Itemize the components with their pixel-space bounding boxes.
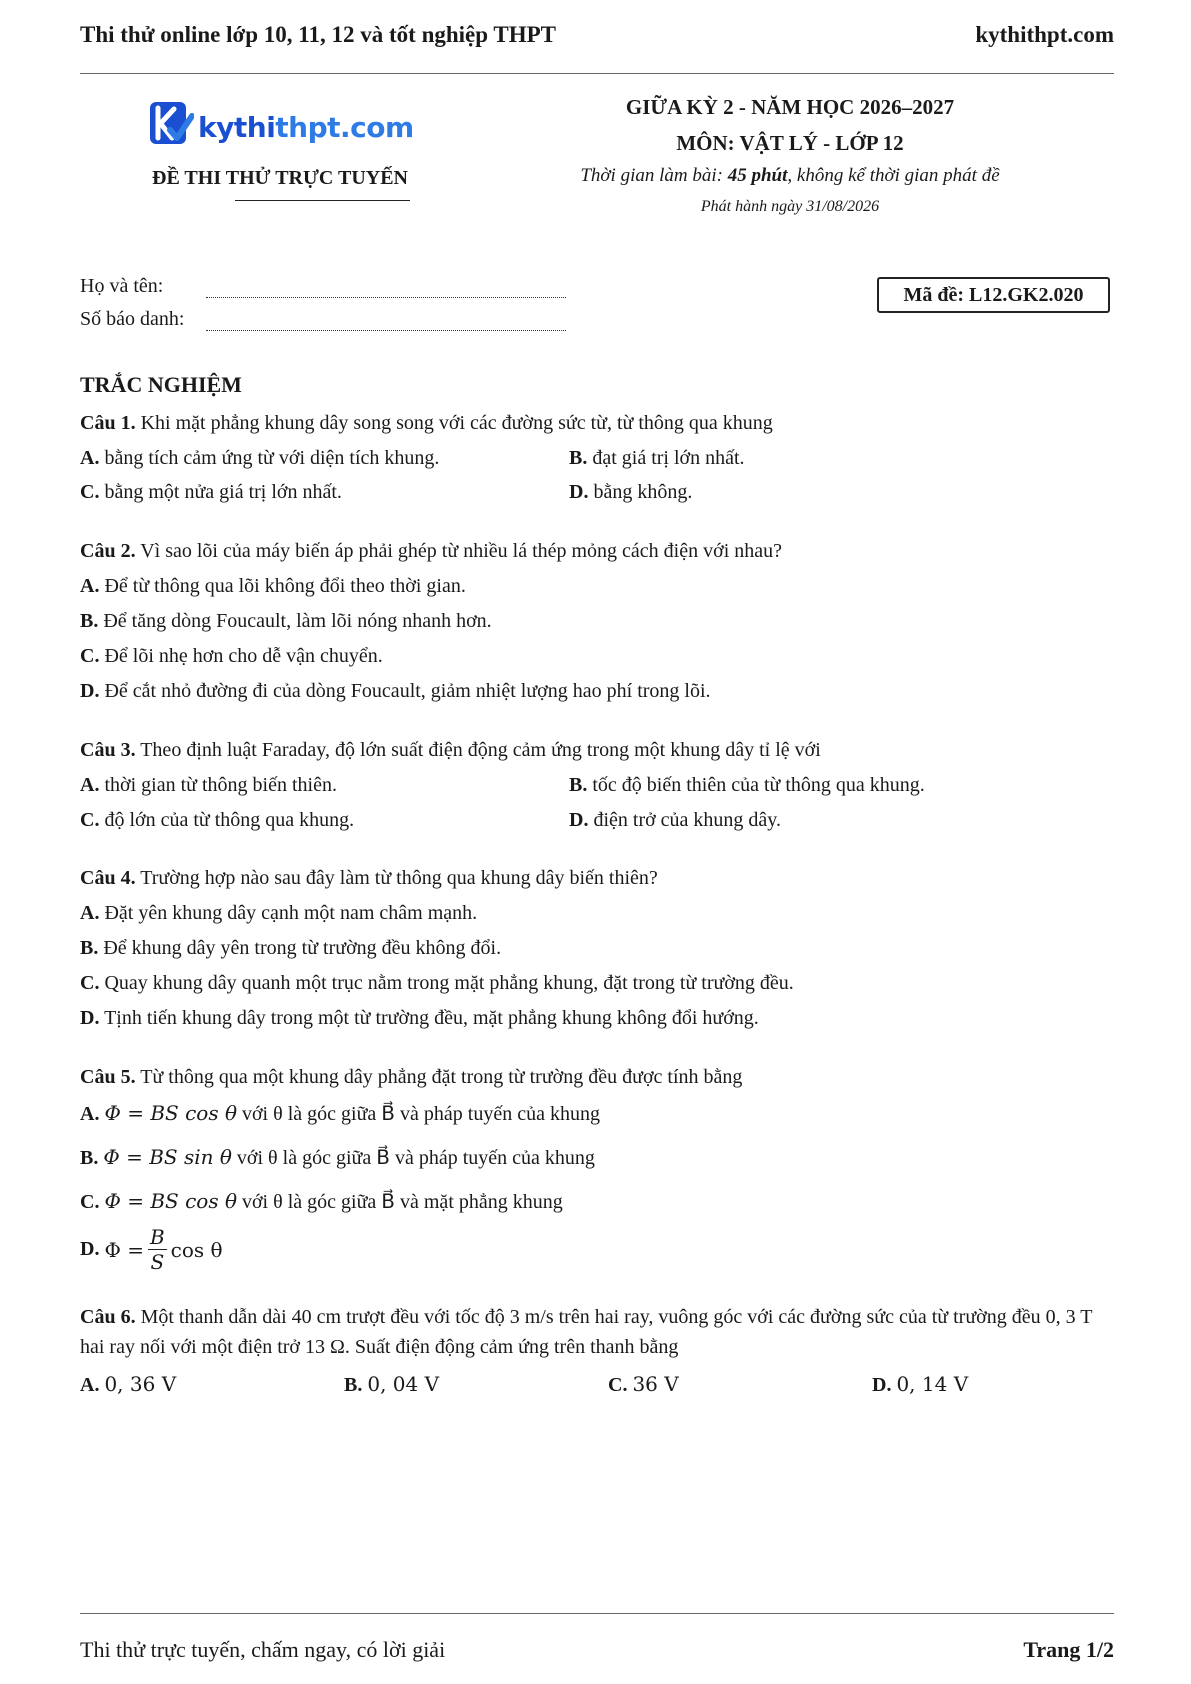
logo-block xyxy=(140,100,440,201)
name-field xyxy=(80,265,566,298)
name-label: Họ và tên: xyxy=(80,275,164,297)
formula: Φ = BS cos θ xyxy=(104,1189,237,1213)
option-5a: A. Φ = BS cos θ với θ là góc giữa B⃗ và pháp tuyến của khung xyxy=(80,1101,600,1125)
page-footer xyxy=(80,1637,1114,1663)
exam-heading xyxy=(560,95,1020,216)
question-5 xyxy=(80,1062,1114,1092)
option-3c: C. độ lớn của từ thông qua khung. xyxy=(80,809,355,831)
question-stem: Câu 1. Khi mặt phẳng khung dây song song với các đường sức từ, từ thông qua khung xyxy=(80,412,773,434)
option-4b: B. Để khung dây yên trong từ trường đều không đổi. xyxy=(80,937,502,959)
id-label: Số báo danh: xyxy=(80,308,185,330)
fraction: $\frac{B}{S}$ xyxy=(149,1225,165,1274)
question-6 xyxy=(80,1302,1114,1362)
exam-type-subtitle: ĐỀ THI THỬ TRỰC TUYẾN xyxy=(152,167,408,189)
option-2a: A. Để từ thông qua lõi không đổi theo thời gian. xyxy=(80,575,466,597)
exam-page xyxy=(80,0,1114,1684)
exam-duration: Thời gian làm bài: 45 phút, không kể thời gian phát đề xyxy=(580,165,1000,186)
question-stem: Câu 2. Vì sao lõi của máy biến áp phải ghép từ nhiều lá thép mỏng cách điện với nhau? xyxy=(80,540,783,562)
footer-tagline: Thi thử trực tuyến, chấm ngay, có lời giải xyxy=(80,1637,446,1662)
option-1b: B. đạt giá trị lớn nhất. xyxy=(569,447,745,469)
option-3b: B. tốc độ biến thiên của từ thông qua khung. xyxy=(569,774,925,796)
option-5c: C. Φ = BS cos θ với θ là góc giữa B⃗ và mặt phẳng khung xyxy=(80,1189,563,1213)
page-number: Trang 1/2 xyxy=(1023,1637,1114,1662)
exam-code-box: Mã đề: L12.GK2.020 xyxy=(877,277,1110,313)
header-divider xyxy=(80,73,1114,74)
option-6c: C. 36 V xyxy=(608,1372,679,1396)
footer-divider xyxy=(80,1613,1114,1614)
question-4 xyxy=(80,863,1114,893)
question-stem: Câu 3. Theo định luật Faraday, độ lớn suất điện động cảm ứng trong một khung dây tỉ lệ với xyxy=(80,739,821,761)
exam-subject: MÔN: VẬT LÝ - LỚP 12 xyxy=(676,131,904,155)
option-1c: C. bằng một nửa giá trị lớn nhất. xyxy=(80,481,342,503)
formula: Φ = BS cos θ xyxy=(104,1101,237,1125)
option-3a: A. thời gian từ thông biến thiên. xyxy=(80,774,337,796)
subtitle-underline xyxy=(235,200,410,201)
option-5b: B. Φ = BS sin θ với θ là góc giữa B⃗ và pháp tuyến của khung xyxy=(80,1145,595,1169)
question-stem: Câu 6. Một thanh dẫn dài 40 cm trượt đều với tốc độ 3 m/s trên hai ray, vuông góc với các đường sức của từ trường đều 0, 3 T hai ray nối với một điện trở 13 Ω. Suất điện động cảm ứng trên thanh bằng xyxy=(80,1306,1093,1358)
option-6b: B. 0, 04 V xyxy=(344,1372,440,1396)
question-stem: Câu 4. Trường hợp nào sau đây làm từ thông qua khung dây biến thiên? xyxy=(80,867,658,889)
option-1a: A. bằng tích cảm ứng từ với diện tích khung. xyxy=(80,447,440,469)
candidate-fields xyxy=(80,265,566,331)
option-6d: D. 0, 14 V xyxy=(872,1372,969,1396)
option-4c: C. Quay khung dây quanh một trục nằm trong mặt phẳng khung, đặt trong từ trường đều. xyxy=(80,972,794,994)
exam-release-date: Phát hành ngày 31/08/2026 xyxy=(700,198,880,215)
option-6a: A. 0, 36 V xyxy=(80,1372,177,1396)
name-blank xyxy=(206,279,566,298)
formula: Φ = BS sin θ xyxy=(103,1145,232,1169)
question-stem: Câu 5. Từ thông qua một khung dây phẳng đặt trong từ trường đều được tính bằng xyxy=(80,1066,743,1088)
option-2b: B. Để tăng dòng Foucault, làm lõi nóng nhanh hơn. xyxy=(80,610,492,632)
k-checkmark-logo-icon xyxy=(148,100,194,155)
header-site-link[interactable]: kythithpt.com xyxy=(975,22,1114,47)
option-4d: D. Tịnh tiến khung dây trong một từ trường đều, mặt phẳng khung không đổi hướng. xyxy=(80,1007,759,1029)
question-2 xyxy=(80,536,1114,566)
option-3d: D. điện trở của khung dây. xyxy=(569,809,782,831)
page-header xyxy=(80,22,1114,48)
exam-title: GIỮA KỲ 2 - NĂM HỌC 2026–2027 xyxy=(625,95,955,119)
header-left-text: Thi thử online lớp 10, 11, 12 và tốt nghiệp THPT xyxy=(80,22,556,47)
option-4a: A. Đặt yên khung dây cạnh một nam châm mạnh. xyxy=(80,902,478,924)
section-title: TRẮC NGHIỆM xyxy=(80,372,242,397)
site-logo[interactable] xyxy=(148,100,440,155)
question-1 xyxy=(80,408,1114,438)
option-2d: D. Để cắt nhỏ đường đi của dòng Foucault, giảm nhiệt lượng hao phí trong lõi. xyxy=(80,680,711,702)
id-blank xyxy=(206,312,566,331)
question-3 xyxy=(80,735,1114,765)
logo-wordmark: kythithpt.com xyxy=(198,111,414,144)
id-field xyxy=(80,298,566,331)
option-2c: C. Để lõi nhẹ hơn cho dễ vận chuyển. xyxy=(80,645,383,667)
option-5d: D. Φ = $\frac{B}{S}$ cos θ xyxy=(80,1225,223,1274)
option-1d: D. bằng không. xyxy=(569,481,693,503)
